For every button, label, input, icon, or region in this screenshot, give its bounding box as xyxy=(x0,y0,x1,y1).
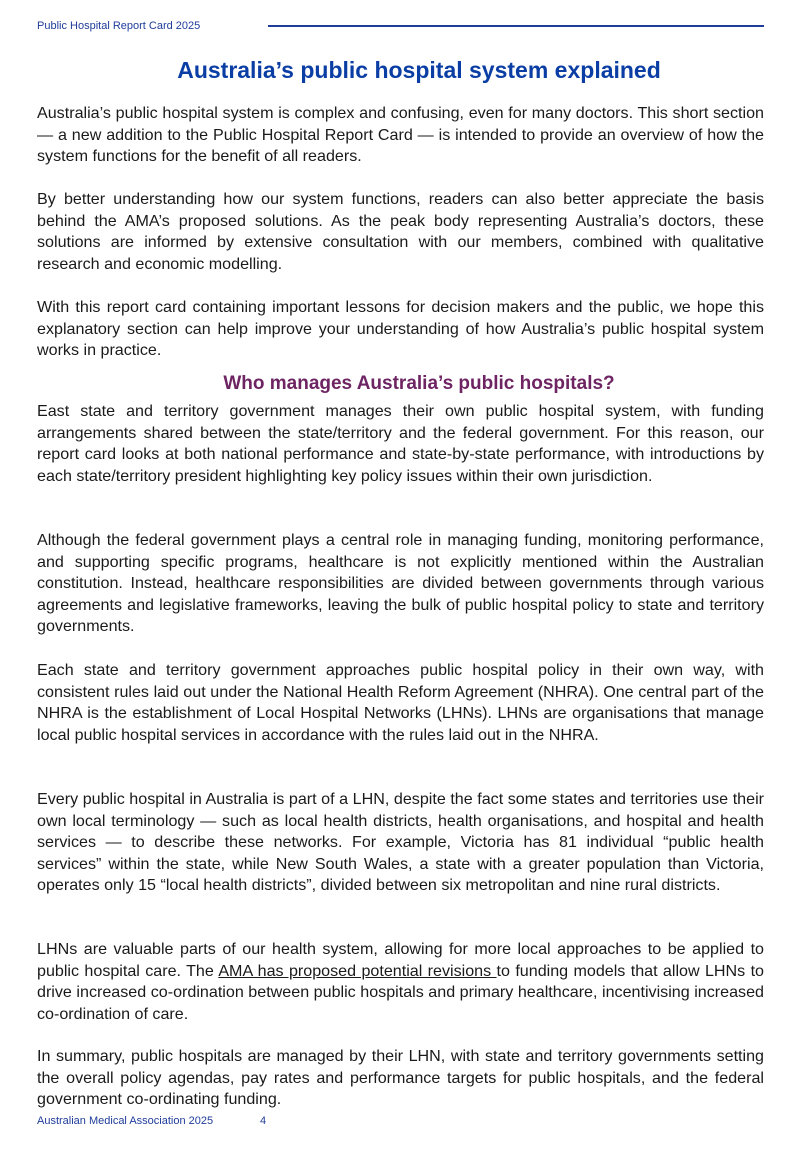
ama-revisions-link[interactable]: AMA has proposed potential revisions xyxy=(218,961,497,980)
section-heading: Who manages Australia’s public hospitals? xyxy=(223,373,615,394)
body-paragraph: Every public hospital in Australia is part of a LHN, despite the fact some states and territories use their own local terminology — such as local health districts, health organisations, and hospital and health services — to describe these networks. For example, Victoria has 81 individual “public health services” within the state, while New South Wales, a state with a greater population than Victoria, operates only 15 “local health districts”, divided between six metropolitan and nine rural districts. xyxy=(37,790,764,895)
paragraph-text: LHNs are valuable parts of our health system, allowing for more local approaches to be applied to public hospital care. The xyxy=(37,940,764,980)
page-title: Australia’s public hospital system explained xyxy=(177,57,661,83)
header-rule xyxy=(268,25,764,27)
body-paragraph: Each state and territory government approaches public hospital policy in their own way, with consistent rules laid out under the National Health Reform Agreement (NHRA). One central part of the NHRA is the establishment of Local Hospital Networks (LHNs). LHNs are organisations that manage local public hospital services in accordance with the rules laid out in the NHRA. xyxy=(37,661,764,744)
lhn-paragraph xyxy=(37,939,764,1025)
footer-organisation: Australian Medical Association 2025 xyxy=(37,1115,214,1127)
page-number: 4 xyxy=(260,1115,267,1127)
summary-paragraph: In summary, public hospitals are managed by their LHN, with state and territory governments setting the overall policy agendas, pay rates and performance targets for public hospitals, and the federal government co-ordinating funding. xyxy=(37,1047,764,1109)
intro-paragraph: With this report card containing important lessons for decision makers and the public, we hope this explanatory section can help improve your understanding of how Australia’s public hospital system works in practice. xyxy=(37,298,764,360)
body-paragraph: East state and territory government manages their own public hospital system, with funding arrangements shared between the state/territory and the federal government. For this reason, our report card looks at both national performance and state-by-state performance, with introductions by each state/territory president highlighting key policy issues within their own jurisdiction. xyxy=(37,402,764,485)
intro-paragraph: By better understanding how our system functions, readers can also better appreciate the basis behind the AMA’s proposed solutions. As the peak body representing Australia’s doctors, these solutions are informed by extensive consultation with our members, combined with qualitative research and economic modelling. xyxy=(37,190,764,273)
intro-paragraph: Australia’s public hospital system is complex and confusing, even for many doctors. This short section — a new addition to the Public Hospital Report Card — is intended to provide an overview of how the system functions for the benefit of all readers. xyxy=(37,104,764,166)
paragraph-text: to funding models that allow LHNs to drive increased co-ordination between public hospitals and primary healthcare, incentivising increased co-ordination of care. xyxy=(37,961,764,1023)
running-header: Public Hospital Report Card 2025 xyxy=(37,20,201,32)
body-paragraph: Although the federal government plays a central role in managing funding, monitoring performance, and supporting specific programs, healthcare is not explicitly mentioned within the Australian constitution. Instead, healthcare responsibilities are divided between governments through various agreements and legislative frameworks, leaving the bulk of public hospital policy to state and territory governments. xyxy=(37,531,764,636)
